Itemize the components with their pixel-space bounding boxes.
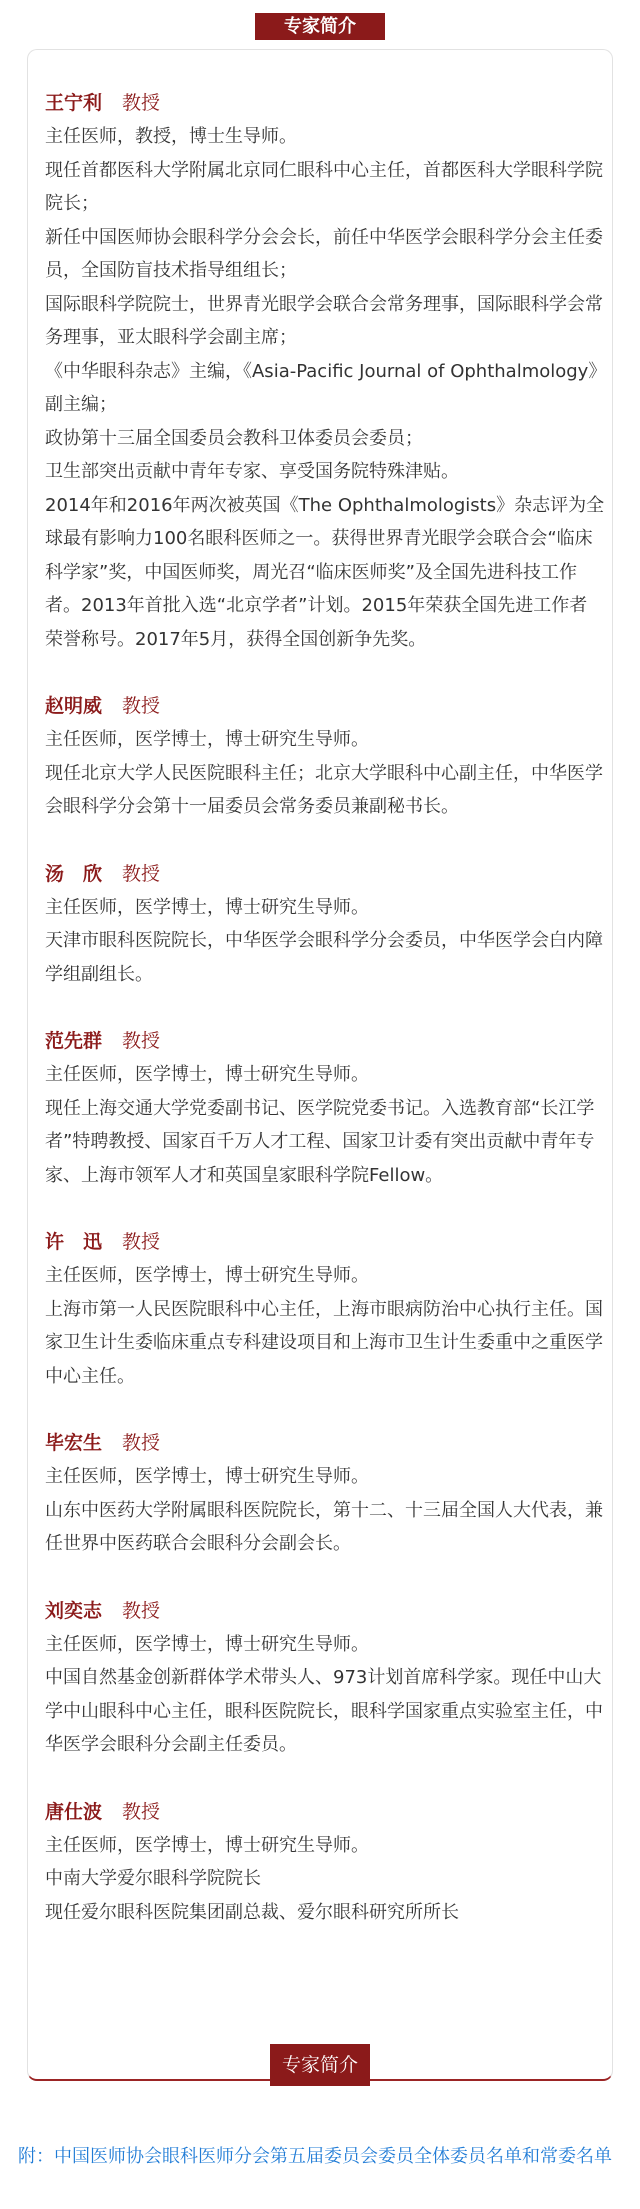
expert-bio-line: 现任首都医科大学附属北京同仁眼科中心主任，首都医科大学眼科学院院长； bbox=[45, 159, 603, 214]
expert-title: 教授 bbox=[122, 862, 161, 885]
expert-name: 王宁利 bbox=[45, 92, 103, 114]
expert-bio-line: 现任爱尔眼科医院集团副总裁、爱尔眼科研究所所长 bbox=[45, 1901, 459, 1923]
expert-name: 汤 欣 bbox=[45, 862, 103, 885]
expert-heading bbox=[45, 1795, 605, 1829]
expert-heading bbox=[45, 857, 605, 891]
expert-block bbox=[45, 689, 605, 824]
expert-bio-line: 新任中国医师协会眼科学分会会长，前任中华医学会眼科学分会主任委员，全国防盲技术指导组组长； bbox=[45, 226, 603, 281]
expert-bio-line: 主任医师，医学博士，博士研究生导师。 bbox=[45, 896, 369, 918]
expert-block bbox=[45, 1594, 605, 1762]
expert-bio-line: 中国自然基金创新群体学术带头人、973计划首席科学家。现任中山大学中山眼科中心主任，眼科医院院长，眼科学国家重点实验室主任，中华医学会眼科分会副主任委员。 bbox=[45, 1667, 603, 1755]
expert-name: 刘奕志 bbox=[45, 1599, 103, 1622]
expert-bio-line: 现任北京大学人民医院眼科主任；北京大学眼科中心副主任，中华医学会眼科学分会第十一届委员会常务委员兼副秘书长。 bbox=[45, 762, 603, 817]
expert-bio-line: 主任医师，医学博士，博士研究生导师。 bbox=[45, 1633, 369, 1655]
expert-bio-line: 上海市第一人民医院眼科中心主任，上海市眼病防治中心执行主任。国家卫生计生委临床重点专科建设项目和上海市卫生计生委重中之重医学中心主任。 bbox=[45, 1298, 603, 1387]
expert-title: 教授 bbox=[122, 1030, 161, 1052]
expert-heading bbox=[45, 1024, 605, 1058]
expert-bio-line: 主任医师，医学博士，博士研究生导师。 bbox=[45, 1466, 369, 1487]
expert-block bbox=[45, 1795, 605, 1930]
appendix-link[interactable]: 附：中国医师协会眼科医师分会第五届委员会委员全体委员名单和常委名单 bbox=[18, 2146, 612, 2167]
expert-name: 赵明威 bbox=[45, 695, 103, 717]
expert-bio-line: 国际眼科学院院士，世界青光眼学会联合会常务理事，国际眼科学会常务理事，亚太眼科学会副主席； bbox=[45, 293, 603, 348]
expert-block bbox=[45, 1024, 605, 1192]
expert-bio-line: 主任医师，医学博士，博士研究生导师。 bbox=[45, 1265, 369, 1286]
expert-heading bbox=[45, 1594, 605, 1628]
expert-bio-line: 天津市眼科医院院长，中华医学会眼科学分会委员，中华医学会白内障学组副组长。 bbox=[45, 930, 603, 985]
expert-bio-line: 主任医师，教授，博士生导师。 bbox=[45, 126, 297, 147]
expert-block bbox=[45, 1225, 605, 1393]
expert-bio-line: 政协第十三届全国委员会教科卫体委员会委员； bbox=[45, 427, 423, 449]
expert-bio-line: 卫生部突出贡献中青年专家、享受国务院特殊津贴。 bbox=[45, 461, 459, 482]
expert-block bbox=[45, 857, 605, 992]
expert-bio-line: 主任医师，医学博士，博士研究生导师。 bbox=[45, 729, 369, 750]
expert-heading bbox=[45, 86, 605, 120]
expert-name: 唐仕波 bbox=[45, 1800, 103, 1823]
expert-title: 教授 bbox=[122, 695, 161, 717]
expert-bio-line: 《中华眼科杂志》主编，《Asia-Pacific Journal of Ophthalmology》副主编； bbox=[45, 360, 598, 415]
expert-heading bbox=[45, 1426, 605, 1460]
expert-title: 教授 bbox=[122, 1432, 161, 1454]
expert-bio-line: 主任医师，医学博士，博士研究生导师。 bbox=[45, 1834, 369, 1856]
expert-block bbox=[45, 86, 605, 656]
expert-name: 范先群 bbox=[45, 1030, 103, 1052]
expert-block bbox=[45, 1426, 605, 1561]
expert-name: 毕宏生 bbox=[45, 1432, 103, 1454]
expert-title: 教授 bbox=[122, 1231, 161, 1253]
expert-name: 许 迅 bbox=[45, 1231, 103, 1253]
bottom-section-banner: 专家简介 bbox=[270, 2044, 370, 2086]
expert-bio-line: 2014年和2016年两次被英国《The Ophthalmologists》杂志评为全球最有影响力100名眼科医师之一。获得世界青光眼学会联合会“临床科学家”奖，中国医师奖，周光召“临床医师奖”及全国先进科技工作者。2013年首批入选“北京学者”计划。2015年荣获全国先进工作者荣誉称号。2017年5月，获得全国创新争先奖。 bbox=[45, 494, 605, 650]
expert-title: 教授 bbox=[122, 92, 161, 114]
expert-bio-line: 山东中医药大学附属眼科医院院长，第十二、十三届全国人大代表，兼任世界中医药联合会眼科分会副会长。 bbox=[45, 1499, 603, 1554]
top-section-banner: 专家简介 bbox=[255, 13, 385, 40]
expert-title: 教授 bbox=[122, 1800, 161, 1823]
expert-list bbox=[45, 86, 605, 1962]
expert-bio-line: 主任医师，医学博士，博士研究生导师。 bbox=[45, 1064, 369, 1085]
expert-heading bbox=[45, 689, 605, 723]
expert-title: 教授 bbox=[122, 1599, 161, 1622]
expert-heading bbox=[45, 1225, 605, 1259]
expert-bio-line: 中南大学爱尔眼科学院院长 bbox=[45, 1868, 261, 1889]
expert-bio-line: 现任上海交通大学党委副书记、医学院党委书记。入选教育部“长江学者”特聘教授、国家百千万人才工程、国家卫计委有突出贡献中青年专家、上海市领军人才和英国皇家眼科学院Fellow。 bbox=[45, 1097, 595, 1186]
